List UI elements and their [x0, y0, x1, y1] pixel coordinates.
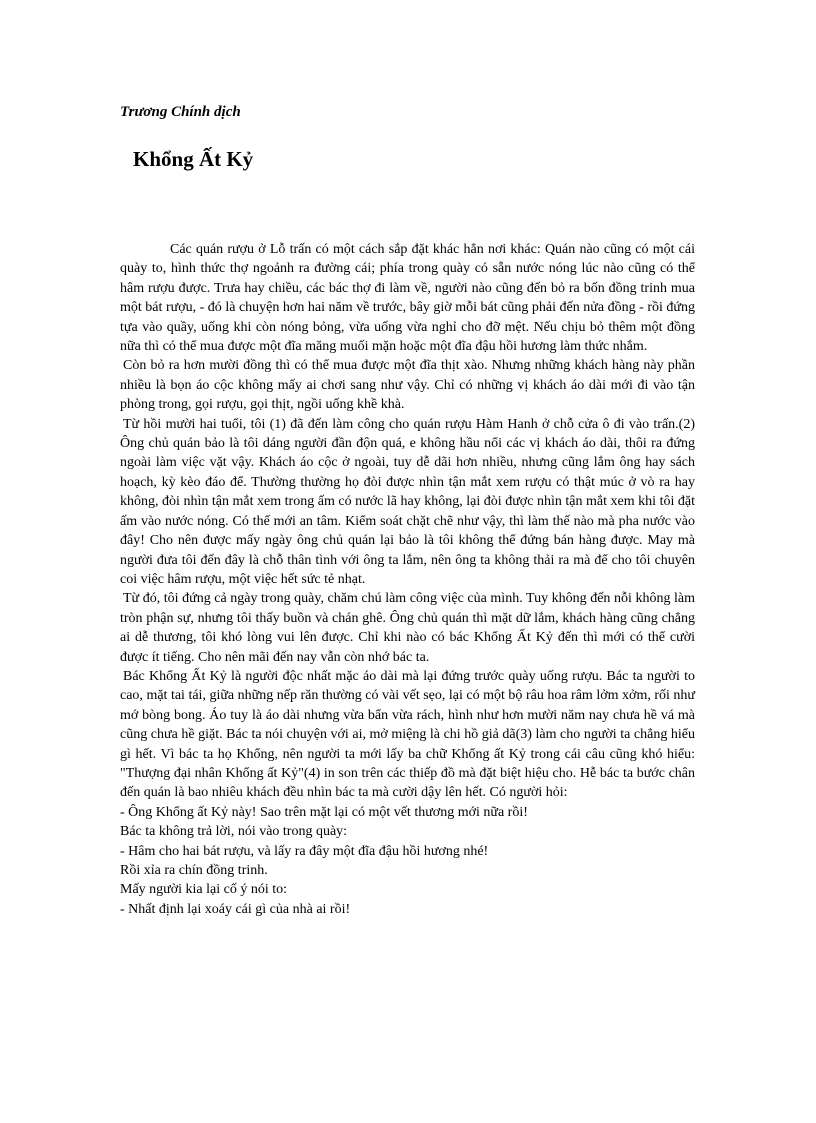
dialogue-line-1: - Ông Khổng ất Kỷ này! Sao trên mặt lại có một vết thương mới nữa rồi!	[120, 804, 528, 820]
dialogue-line-2: Bác ta không trả lời, nói vào trong quày:	[120, 824, 348, 840]
paragraph-5: Bác Khổng Ất Kỷ là người độc nhất mặc áo dài mà lại đứng trước quày uống rượu. Bác ta người to cao, mặt tai tái, giữa những nếp răn thường có vài vết sẹo, lại có một bộ râu hoa râm lởm xởm, rối như mớ bòng bong. Áo tuy là áo dài nhưng vừa bẩn vừa rách, hình như hơn mười năm nay chưa hề vá mà cũng chưa hề giặt. Bác ta nói chuyện với ai, mở miệng là chi hồ giả dã(3) làm cho người ta chẳng hiểu gì hết. Vì bác ta họ Khổng, nên người ta mới lấy ba chữ Khổng ất Kỷ trong cái câu cũng khó hiểu: "Thượng đại nhân Khổng ất Kỷ"(4) in son trên các thiếp đồ mà đặt biệt hiệu cho. Hễ bác ta bước chân đến quán là bao nhiêu khách đều nhìn bác ta mà cười dậy lên hết. Có người hỏi:	[120, 668, 695, 801]
dialogue-line-6: - Nhất định lại xoáy cái gì của nhà ai rồi!	[120, 901, 351, 917]
paragraph-1: Các quán rượu ở Lỗ trấn có một cách sắp đặt khác hẳn nơi khác: Quán nào cũng có một cái quày to, hình thức thợ ngoảnh ra đường cái; phía trong quày có sẵn nước nóng lúc nào cũng có thể hâm rượu được. Trưa hay chiều, các bác thợ đi làm về, người nào cũng đến bỏ ra bốn đồng trinh mua một bát rượu, - đó là chuyện hơn hai năm về trước, bây giờ mỗi bát cũng phải đến nửa đồng - rồi đứng tựa vào quầy, uống khi còn nóng bỏng, vừa uống vừa nghỉ cho đỡ mệt. Nếu chịu bỏ thêm một đồng nữa thì có thể mua được một đĩa măng muối mặn hoặc một đĩa đậu hồi hương làm thức nhắm.	[120, 242, 695, 355]
story-body	[120, 240, 695, 919]
paragraph-2: Còn bỏ ra hơn mười đồng thì có thể mua được một đĩa thịt xào. Nhưng những khách hàng này phần nhiều là bọn áo cộc không mấy ai chơi sang như vậy. Chỉ có những vị khách áo dài mới đi vào tận phòng trong, gọi rượu, gọi thịt, ngồi uống khề khà.	[120, 358, 695, 413]
dialogue-line-3: - Hâm cho hai bát rượu, và lấy ra đây một đĩa đậu hồi hương nhé!	[120, 843, 489, 859]
dialogue-line-4: Rồi xỉa ra chín đồng trinh.	[120, 863, 268, 878]
translator-credit: Trương Chính dịch	[120, 104, 241, 120]
paragraph-4: Từ đó, tôi đứng cả ngày trong quày, chăm chú làm công việc của mình. Tuy không đến nỗi không làm tròn phận sự, nhưng tôi thấy buồn và chán ghê. Ông chủ quán thì mặt dữ lắm, khách hàng cũng chẳng ai dễ thương, tôi khó lòng vui lên được. Chỉ khi nào có bác Khổng Ất Kỷ đến thì mới có thể cười được ít tiếng. Cho nên mãi đến nay vẫn còn nhớ bác ta.	[120, 591, 695, 665]
story-title: Khổng Ất Kỷ	[133, 147, 254, 171]
dialogue-line-5: Mấy người kia lại cố ý nói to:	[120, 882, 288, 898]
paragraph-3: Từ hồi mười hai tuổi, tôi (1) đã đến làm công cho quán rượu Hàm Hanh ở chỗ cửa ô đi vào trấn.(2) Ông chủ quán bảo là tôi dáng người đần độn quá, e không hầu nổi các vị khách áo dài, thôi ra đứng ngoài làm việc vặt vậy. Khách áo cộc ở ngoài, tuy dễ dãi hơn nhiều, nhưng cũng lắm ông hay sách hoạch, kỳ kèo đáo để. Thường thường họ đòi được nhìn tận mắt xem rượu có thật múc ở vò ra hay không, đòi nhìn tận mắt xem trong ấm có nước lã hay không, lại đòi được nhìn tận mắt xem khi tôi đặt ấm vào nước nóng. Có thế mới an tâm. Kiểm soát chặt chẽ như vậy, thì làm thế nào mà pha nước vào đây! Cho nên được mấy ngày ông chủ quán lại bảo là tôi không thể đứng bán hàng được. May mà người đưa tôi đến đây là chỗ thân tình với ông ta lắm, nên ông ta không thải ra mà để cho tôi chuyên coi việc hâm rượu, một việc hết sức tẻ nhạt.	[120, 416, 695, 587]
